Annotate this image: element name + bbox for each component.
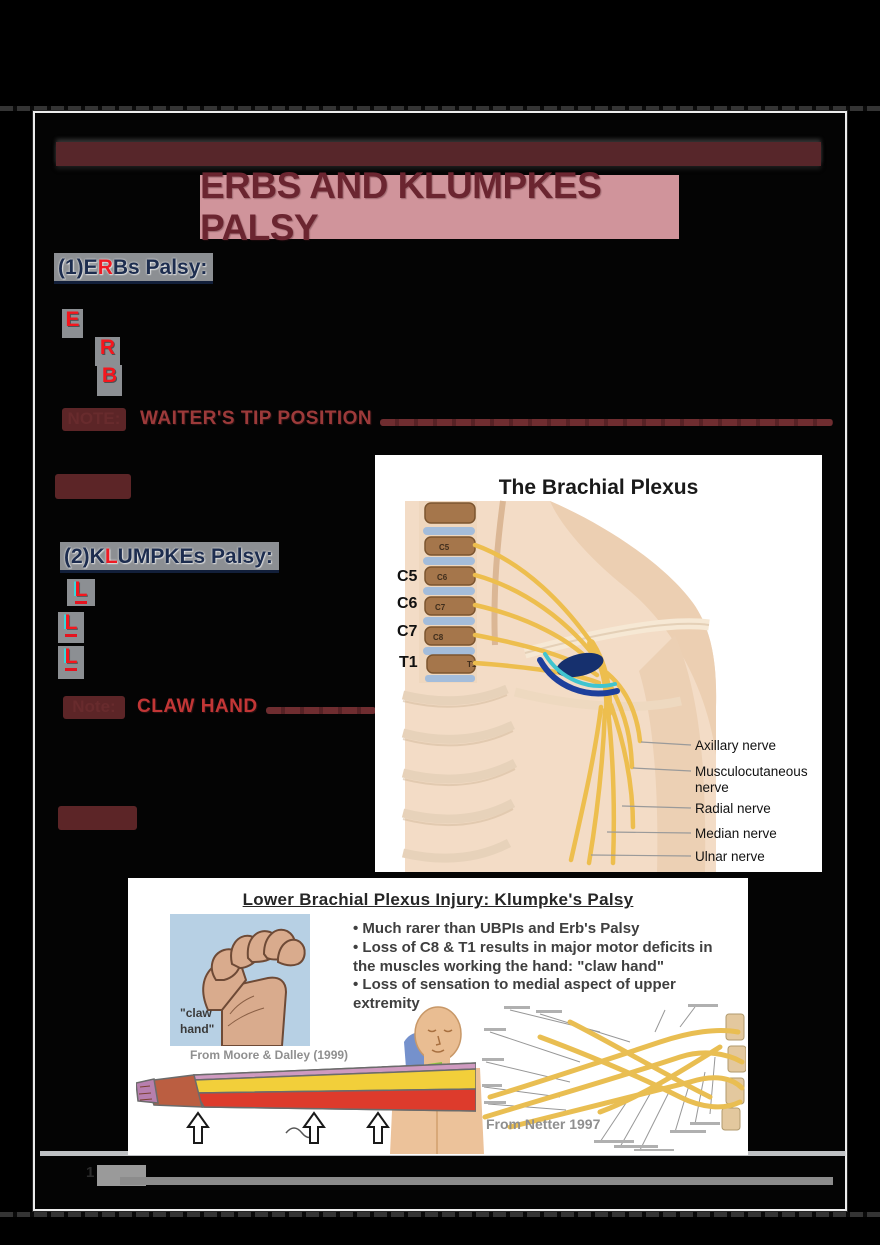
nerve-label-musculocutaneous: Musculocutaneous nerve	[695, 764, 808, 795]
klumpke-bullet-list	[353, 920, 719, 1014]
document-title-box	[200, 165, 679, 248]
small-root-label-c6: C6	[437, 573, 448, 582]
brachial-plexus-figure-title: The Brachial Plexus	[498, 476, 699, 499]
erb-note-row	[62, 406, 833, 432]
root-label-c5: C5	[397, 568, 418, 585]
bullet-item: • Loss of sensation to medial aspect of upper extremity	[353, 976, 676, 1012]
claw-hand-illustration	[170, 914, 310, 1046]
bullet-item: • Much rarer than UBPIs and Erb's Palsy	[353, 920, 640, 937]
klumpke-heading	[60, 542, 279, 573]
klumpke-note-label-blob: Note:	[63, 696, 125, 719]
klumpke-mnemonic-letter-2: L	[58, 612, 84, 643]
nerve-label-median: Median nerve	[695, 826, 777, 841]
klumpke-mnemonic-letter-1: L	[67, 579, 95, 606]
nerve-label-ulnar: Ulnar nerve	[695, 849, 765, 864]
claw-hand-label-line2: hand"	[180, 1022, 215, 1036]
dermatome-arm-illustration	[136, 1053, 476, 1145]
klumpke-note-row	[63, 694, 376, 720]
klumpke-heading-accent-letter: L	[104, 545, 118, 568]
klumpke-figure	[128, 878, 748, 1155]
erb-note-label-blob: NOTE:	[62, 408, 126, 431]
erb-heading-post: Bs Palsy:	[112, 256, 208, 279]
document-title: ERBS AND KLUMPKES PALSY	[200, 165, 602, 248]
erb-mnemonic-letter-1: E	[62, 309, 83, 338]
klumpke-heading-post: UMPKEs Palsy:	[117, 545, 273, 568]
brachial-plexus-figure	[375, 455, 822, 872]
root-label-c7: C7	[397, 623, 418, 640]
small-root-label-c5: C5	[439, 543, 450, 552]
small-root-label-t1: T1	[467, 660, 477, 669]
claw-hand-label-line1: "claw	[180, 1006, 212, 1020]
erb-heading-pre: (1)E	[58, 256, 98, 279]
erb-mnemonic-letter-3: B	[97, 365, 122, 396]
bullet-item: • Loss of C8 & T1 results in major motor deficits in the muscles working the hand: "claw hand"	[353, 938, 713, 975]
moore-dalley-caption: From Moore & Dalley (1999)	[190, 1048, 349, 1062]
klumpke-mnemonic-letter-3: L	[58, 646, 84, 679]
klumpke-figure-title: Lower Brachial Plexus Injury: Klumpke's Palsy	[242, 890, 634, 909]
banner-rule-bar	[56, 142, 821, 166]
page-bottom-edge-dashes	[0, 1212, 880, 1217]
erb-heading-accent-letter: R	[97, 256, 113, 279]
root-label-t1: T1	[399, 654, 418, 671]
erb-note-underline	[380, 419, 833, 426]
small-root-label-c8: C8	[433, 633, 444, 642]
root-label-c6: C6	[397, 595, 418, 612]
netter-caption: From Netter 1997	[486, 1116, 601, 1132]
small-root-label-c7: C7	[435, 603, 446, 612]
erb-heading	[54, 253, 213, 284]
nerve-label-axillary: Axillary nerve	[695, 738, 777, 753]
erb-mnemonic-letter-2: R	[95, 337, 120, 366]
redacted-text-block-1	[55, 474, 131, 499]
nerve-label-radial: Radial nerve	[695, 801, 771, 816]
redacted-text-block-2	[58, 806, 137, 830]
footer-page-number: 1	[86, 1164, 95, 1181]
footer-rule	[120, 1177, 833, 1185]
klumpke-heading-pre: (2)K	[64, 545, 105, 568]
erb-note-text: WAITER'S TIP POSITION	[140, 408, 373, 429]
klumpke-note-text: CLAW HAND	[137, 696, 258, 717]
klumpke-note-underline	[266, 707, 376, 714]
